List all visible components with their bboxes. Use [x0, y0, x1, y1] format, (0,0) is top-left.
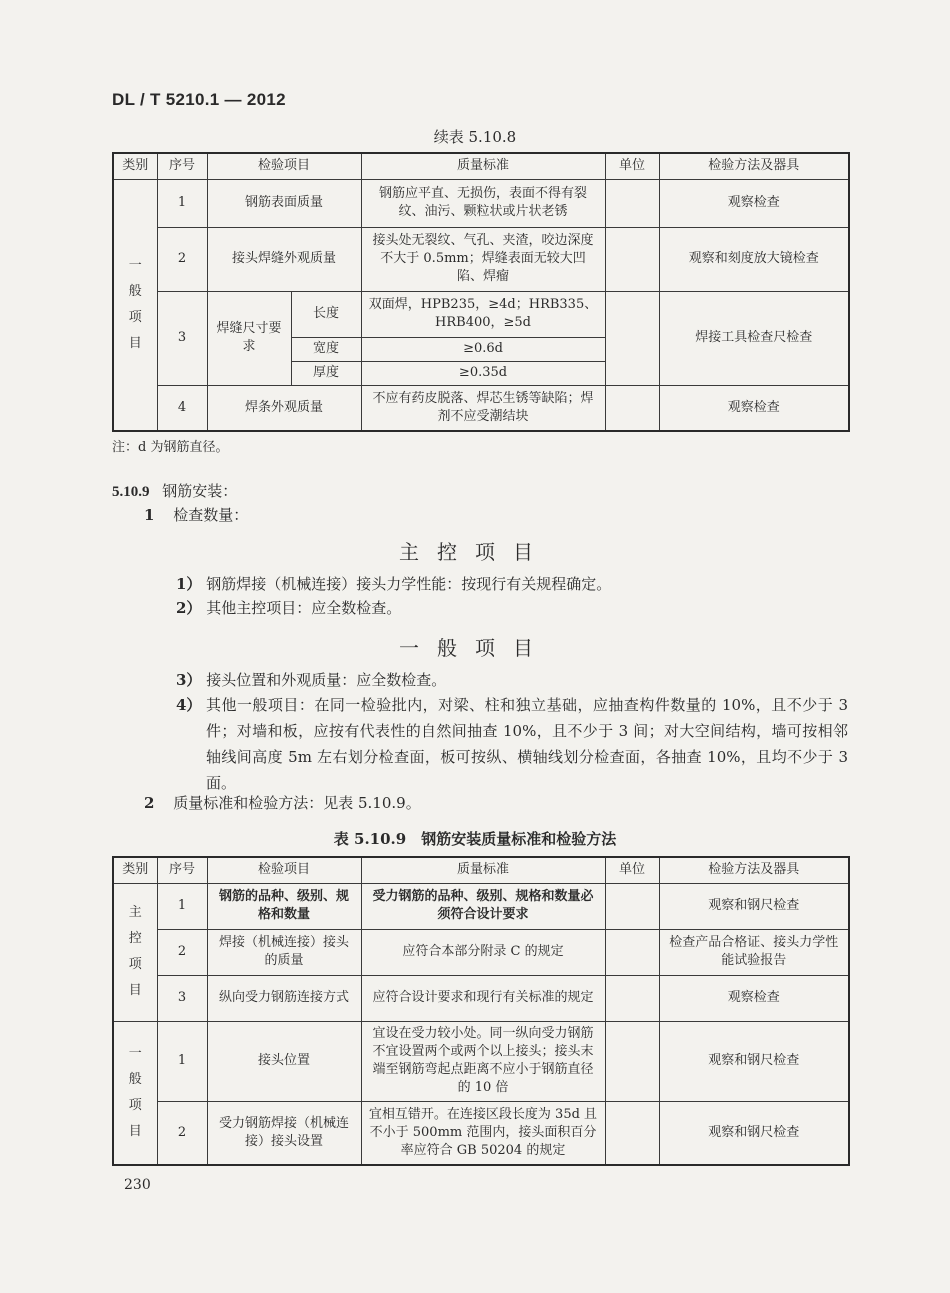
- header-standard: 质量标准: [361, 153, 605, 179]
- general-heading: 一般项目: [399, 636, 551, 660]
- header-unit: 单位: [605, 857, 659, 883]
- section-heading: [112, 480, 237, 501]
- row-no: 1: [157, 883, 207, 929]
- row-item: 钢筋的品种、级别、规格和数量: [207, 883, 361, 929]
- row-no: 2: [157, 929, 207, 975]
- table-5-10-8-cont: [112, 152, 850, 432]
- row-no: 1: [157, 179, 207, 227]
- table-cont-caption: 续表 5.10.8: [433, 128, 517, 146]
- row-no: 1: [157, 1021, 207, 1101]
- item-2: [144, 792, 421, 813]
- row-standard: 应符合设计要求和现行有关标准的规定: [361, 975, 605, 1021]
- row-item: 接头位置: [207, 1021, 361, 1101]
- main-item-2-number: 2）: [176, 599, 202, 617]
- row-standard: 钢筋应平直、无损伤，表面不得有裂纹、油污、颗粒状或片状老锈: [361, 179, 605, 227]
- main-control-heading: 主控项目: [399, 540, 551, 564]
- main-item-1: [176, 571, 848, 597]
- row-method: 观察检查: [659, 385, 849, 431]
- row-unit: [605, 1101, 659, 1165]
- row-method: 观察和钢尺检查: [659, 1101, 849, 1165]
- header-category: 类别: [113, 857, 157, 883]
- row-unit: [605, 1021, 659, 1101]
- section-number: 5.10.9: [112, 484, 150, 500]
- table-row: [113, 929, 849, 975]
- row-method: 观察检查: [659, 975, 849, 1021]
- sub-item-name: 厚度: [291, 361, 361, 385]
- table-row: [113, 227, 849, 291]
- row-method: 检查产品合格证、接头力学性能试验报告: [659, 929, 849, 975]
- row-item: 受力钢筋焊接（机械连接）接头设置: [207, 1101, 361, 1165]
- table-row: [113, 975, 849, 1021]
- item-1-number: 1: [144, 506, 155, 524]
- row-standard: 应符合本部分附录 C 的规定: [361, 929, 605, 975]
- row-unit: [605, 227, 659, 291]
- table-row: [113, 1101, 849, 1165]
- row-standard: 不应有药皮脱落、焊芯生锈等缺陷；焊剂不应受潮结块: [361, 385, 605, 431]
- header-no: 序号: [157, 153, 207, 179]
- table-5-10-9-caption: 表 5.10.9 钢筋安装质量标准和检验方法: [333, 830, 617, 848]
- header-item: 检验项目: [207, 857, 361, 883]
- table-row: [113, 179, 849, 227]
- header-method: 检验方法及器具: [659, 857, 849, 883]
- row-standard: 受力钢筋的品种、级别、规格和数量必须符合设计要求: [361, 883, 605, 929]
- row-item: 焊条外观质量: [207, 385, 361, 431]
- category-general: 一 般 项 目: [113, 1021, 157, 1165]
- table-header-row: [113, 857, 849, 883]
- sub-item-standard: 双面焊，HPB235，≥4d；HRB335、HRB400，≥5d: [361, 291, 605, 337]
- category-main-control: 主 控 项 目: [113, 883, 157, 1021]
- header-standard: 质量标准: [361, 857, 605, 883]
- sub-item-name: 长度: [291, 291, 361, 337]
- section-title: 钢筋安装：: [162, 482, 238, 500]
- table-row: [113, 883, 849, 929]
- row-item: 焊缝尺寸要求: [207, 291, 291, 385]
- row-item: 接头焊缝外观质量: [207, 227, 361, 291]
- sub-item-name: 宽度: [291, 337, 361, 361]
- row-method: 观察和刻度放大镜检查: [659, 227, 849, 291]
- table-row: [113, 1021, 849, 1101]
- row-method: 焊接工具检查尺检查: [659, 291, 849, 385]
- main-item-2-text: 其他主控项目：应全数检查。: [206, 599, 402, 617]
- main-item-2: [176, 595, 848, 621]
- header-category: 类别: [113, 153, 157, 179]
- row-unit: [605, 291, 659, 385]
- row-method: 观察检查: [659, 179, 849, 227]
- row-method: 观察和钢尺检查: [659, 1021, 849, 1101]
- row-no: 2: [157, 227, 207, 291]
- item-2-number: 2: [144, 794, 155, 812]
- row-item: 焊接（机械连接）接头的质量: [207, 929, 361, 975]
- standard-code: DL / T 5210.1 — 2012: [112, 90, 286, 109]
- row-standard: 接头处无裂纹、气孔、夹渣，咬边深度不大于 0.5mm；焊缝表面无较大凹陷、焊瘤: [361, 227, 605, 291]
- general-item-4-number: 4）: [176, 696, 202, 714]
- table-row: [113, 385, 849, 431]
- header-item: 检验项目: [207, 153, 361, 179]
- table-5-10-9: [112, 856, 850, 1166]
- header-unit: 单位: [605, 153, 659, 179]
- general-item-3: [176, 667, 848, 693]
- main-item-1-text: 钢筋焊接（机械连接）接头力学性能：按现行有关规程确定。: [206, 575, 612, 593]
- item-1-text: 检查数量：: [173, 506, 249, 524]
- row-unit: [605, 385, 659, 431]
- general-item-4-text: 其他一般项目：在同一检验批内，对梁、柱和独立基础，应抽查构件数量的 10%，且不少于 3 件；对墙和板，应按有代表性的自然间抽查 10%，且不少于 3 间；对大空间结构，墙可按相邻轴线间高度 5m 左右划分检查面，板可按纵、横轴线划分检查面，各抽查 10%，且均不少于 3 面。: [206, 696, 848, 792]
- row-standard: 宜设在受力较小处。同一纵向受力钢筋不宜设置两个或两个以上接头；接头末端至钢筋弯起点距离不应小于钢筋直径的 10 倍: [361, 1021, 605, 1101]
- row-no: 3: [157, 291, 207, 385]
- item-2-text: 质量标准和检验方法：见表 5.10.9。: [173, 794, 421, 812]
- row-method: 观察和钢尺检查: [659, 883, 849, 929]
- sub-item-standard: ≥0.6d: [361, 337, 605, 361]
- table-header-row: [113, 153, 849, 179]
- row-item: 钢筋表面质量: [207, 179, 361, 227]
- header-no: 序号: [157, 857, 207, 883]
- header-method: 检验方法及器具: [659, 153, 849, 179]
- row-no: 4: [157, 385, 207, 431]
- general-item-4: [176, 692, 848, 796]
- row-standard: 宜相互错开。在连接区段长度为 35d 且不小于 500mm 范围内，接头面积百分率应符合 GB 50204 的规定: [361, 1101, 605, 1165]
- row-no: 3: [157, 975, 207, 1021]
- row-unit: [605, 179, 659, 227]
- row-unit: [605, 929, 659, 975]
- row-unit: [605, 883, 659, 929]
- row-item: 纵向受力钢筋连接方式: [207, 975, 361, 1021]
- item-1: [144, 504, 248, 525]
- general-item-3-number: 3）: [176, 671, 202, 689]
- category-general: 一 般 项 目: [113, 179, 157, 431]
- general-item-3-text: 接头位置和外观质量：应全数检查。: [206, 671, 447, 689]
- table-row: [113, 291, 849, 337]
- table-note: 注：d 为钢筋直径。: [112, 440, 229, 455]
- sub-item-standard: ≥0.35d: [361, 361, 605, 385]
- row-no: 2: [157, 1101, 207, 1165]
- row-unit: [605, 975, 659, 1021]
- page-number: 230: [124, 1177, 151, 1193]
- main-item-1-number: 1）: [176, 575, 202, 593]
